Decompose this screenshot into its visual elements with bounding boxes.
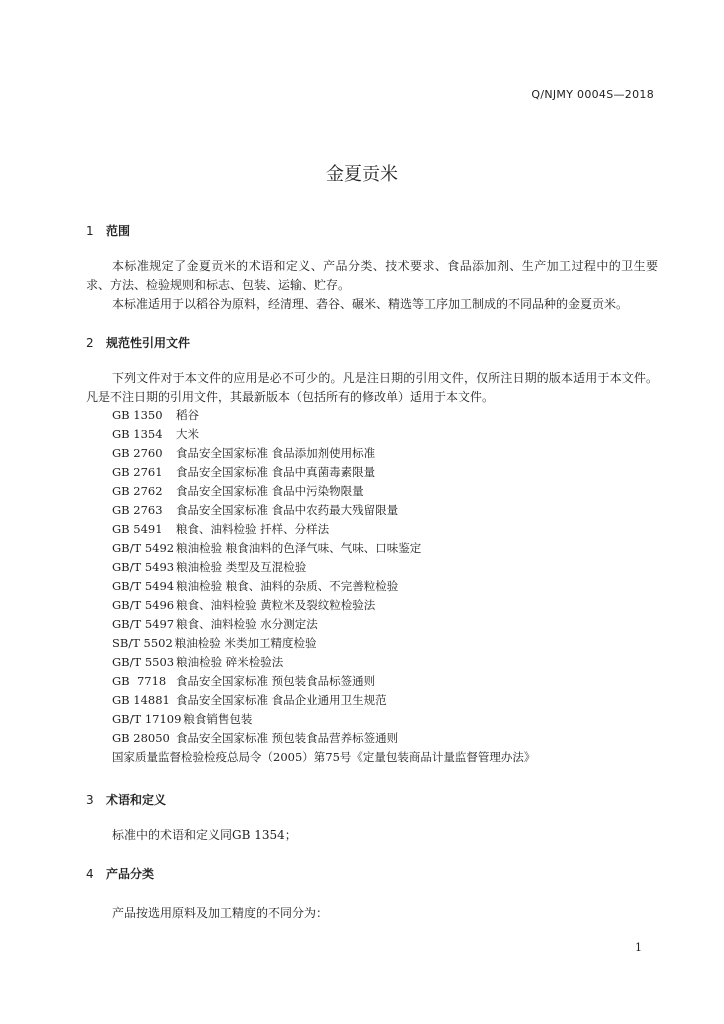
reference-title: 稻谷	[176, 408, 199, 422]
section-2-title: 规范性引用文件	[106, 336, 191, 350]
section-4-title: 产品分类	[106, 867, 155, 881]
reference-title: 粮食、油料检验 水分测定法	[176, 617, 318, 631]
section-1-paragraph-1: 本标准规定了金夏贡米的术语和定义、产品分类、技术要求、食品添加剂、生产加工过程中的卫生要求、方法、检验规则和标志、包装、运输、贮存。	[86, 259, 658, 292]
reference-code: GB 28050	[112, 731, 170, 745]
reference-code: GB/T 5493	[112, 560, 175, 574]
reference-item	[112, 634, 535, 653]
reference-code: GB 1350	[112, 408, 163, 422]
document-code: Q/NJMY 0004S—2018	[531, 88, 654, 101]
reference-code: SB/T 5502	[112, 636, 173, 650]
reference-code: GB/T 5497	[112, 617, 175, 631]
reference-title: 粮食销售包装	[183, 712, 253, 726]
reference-code: GB 7718	[112, 674, 167, 688]
reference-title: 食品安全国家标准 食品中农药最大残留限量	[176, 503, 399, 517]
reference-item	[112, 748, 535, 767]
reference-code: GB/T 5494	[112, 579, 175, 593]
reference-item	[112, 672, 535, 691]
section-4-heading	[86, 865, 154, 882]
reference-item	[112, 596, 535, 615]
reference-code: GB 1354	[112, 427, 163, 441]
reference-title: 食品安全国家标准 食品中真菌毒素限量	[176, 465, 376, 479]
section-3-heading	[86, 791, 166, 808]
reference-item	[112, 482, 535, 501]
section-1-paragraph-2: 本标准适用于以稻谷为原料，经清理、砻谷、碾米、精选等工序加工制成的不同品种的金夏贡米。	[112, 297, 629, 311]
section-1-title: 范围	[106, 224, 131, 238]
section-3-title: 术语和定义	[106, 793, 167, 807]
reference-title: 食品安全国家标准 食品添加剂使用标准	[176, 446, 376, 460]
reference-item	[112, 444, 535, 463]
reference-item	[112, 729, 535, 748]
section-3-body: 标准中的术语和定义同GB 1354；	[112, 828, 297, 842]
section-3-number: 3	[86, 793, 94, 807]
section-2-number: 2	[86, 336, 94, 350]
reference-title: 国家质量监督检验检疫总局令（2005）第75号《定量包装商品计量监督管理办法》	[112, 750, 536, 764]
reference-title: 粮油检验 米类加工精度检验	[174, 636, 317, 650]
reference-code: GB 5491	[112, 522, 163, 536]
reference-item	[112, 501, 535, 520]
reference-title: 粮食、油料检验 扦样、分样法	[176, 522, 330, 536]
reference-code: GB/T 5496	[112, 598, 175, 612]
reference-code: GB 2761	[112, 465, 163, 479]
section-4-body: 产品按选用原料及加工精度的不同分为：	[112, 906, 329, 920]
reference-title: 食品安全国家标准 食品企业通用卫生规范	[176, 693, 387, 707]
reference-item	[112, 653, 535, 672]
reference-title: 粮油检验 碎米检验法	[176, 655, 284, 669]
reference-item	[112, 558, 535, 577]
reference-title: 粮食、油料检验 黄粒米及裂纹粒检验法	[176, 598, 376, 612]
reference-title: 食品安全国家标准 预包装食品营养标签通则	[176, 731, 399, 745]
reference-title: 食品安全国家标准 预包装食品标签通则	[176, 674, 376, 688]
section-1-heading	[86, 222, 130, 239]
reference-code: GB 14881	[112, 693, 170, 707]
reference-list	[112, 406, 535, 767]
reference-code: GB/T 17109	[112, 712, 182, 726]
document-title: 金夏贡米	[326, 164, 398, 185]
reference-item	[112, 615, 535, 634]
page-number: 1	[635, 941, 642, 954]
section-2-intro: 下列文件对于本文件的应用是必不可少的。凡是注日期的引用文件，仅所注日期的版本适用于本文件。凡是不注日期的引用文件，其最新版本（包括所有的修改单）适用于本文件。	[86, 371, 658, 404]
section-1-number: 1	[86, 224, 94, 238]
reference-code: GB 2762	[112, 484, 163, 498]
reference-title: 食品安全国家标准 食品中污染物限量	[176, 484, 364, 498]
reference-item	[112, 463, 535, 482]
reference-item	[112, 539, 535, 558]
section-2-heading	[86, 334, 190, 351]
reference-item	[112, 710, 535, 729]
reference-item	[112, 577, 535, 596]
reference-title: 粮油检验 类型及互混检验	[176, 560, 307, 574]
reference-title: 大米	[176, 427, 199, 441]
reference-code: GB/T 5503	[112, 655, 175, 669]
reference-item	[112, 691, 535, 710]
reference-item	[112, 425, 535, 444]
section-4-number: 4	[86, 867, 94, 881]
reference-code: GB 2763	[112, 503, 163, 517]
reference-code: GB 2760	[112, 446, 163, 460]
reference-item	[112, 406, 535, 425]
reference-code: GB/T 5492	[112, 541, 175, 555]
reference-title: 粮油检验 粮食、油料的杂质、不完善粒检验	[176, 579, 399, 593]
reference-title: 粮油检验 粮食油料的色泽气味、气味、口味鉴定	[176, 541, 422, 555]
reference-item	[112, 520, 535, 539]
